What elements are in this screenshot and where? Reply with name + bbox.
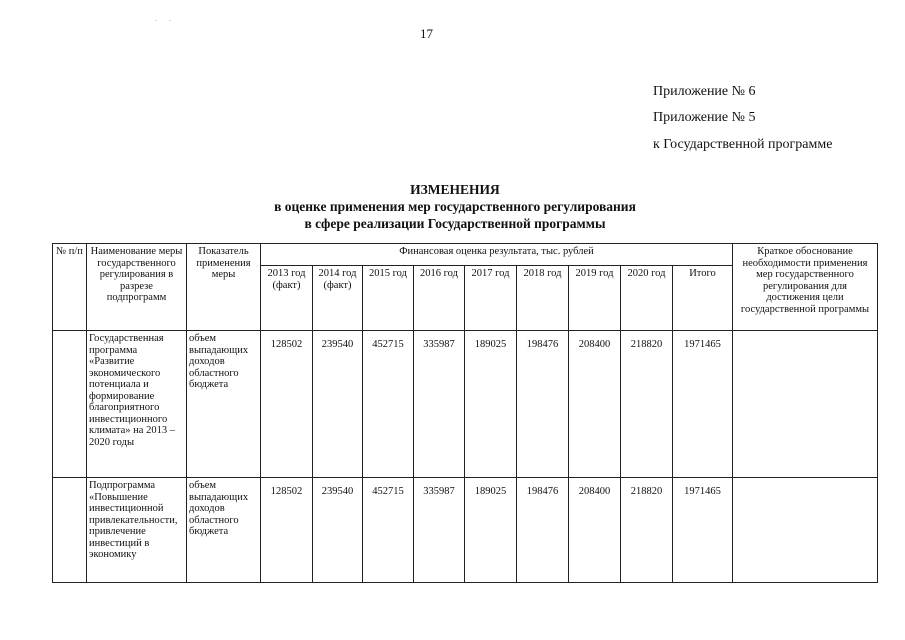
appendix-line-1: Приложение № 6	[653, 84, 756, 99]
row-indicator: объем выпадающих доходов областного бюджета	[187, 331, 261, 478]
regulation-table	[52, 243, 878, 583]
header-year: 2013 год (факт)	[261, 266, 313, 331]
row-num	[53, 331, 87, 478]
row-value: 335987	[414, 331, 465, 478]
header-justification: Краткое обоснование необходимости применения мер государственного регулирования для достижения цели государственной программы	[733, 244, 878, 331]
header-year: 2018 год	[517, 266, 569, 331]
header-year: 2015 год	[363, 266, 414, 331]
row-justification	[733, 478, 878, 583]
scan-artifact: . .	[155, 14, 176, 23]
row-num	[53, 478, 87, 583]
header-year: 2017 год	[465, 266, 517, 331]
row-value: 128502	[261, 331, 313, 478]
row-value: 218820	[621, 478, 673, 583]
row-total: 1971465	[673, 478, 733, 583]
row-value: 452715	[363, 331, 414, 478]
header-year: 2020 год	[621, 266, 673, 331]
page-number: 17	[420, 26, 433, 41]
row-value: 452715	[363, 478, 414, 583]
row-value: 128502	[261, 478, 313, 583]
title-line-1: ИЗМЕНЕНИЯ	[410, 182, 500, 197]
row-indicator: объем выпадающих доходов областного бюджета	[187, 478, 261, 583]
row-value: 189025	[465, 331, 517, 478]
header-year: 2014 год (факт)	[313, 266, 363, 331]
row-justification	[733, 331, 878, 478]
header-year: 2016 год	[414, 266, 465, 331]
header-indicator: Показатель применения меры	[187, 244, 261, 331]
row-value: 239540	[313, 478, 363, 583]
row-name: Подпрограмма «Повышение инвестиционной привлекательности, привлечение инвестиций в экономику	[87, 478, 187, 583]
header-year: 2019 год	[569, 266, 621, 331]
header-num: № п/п	[53, 244, 87, 331]
table-row	[53, 478, 878, 583]
header-total: Итого	[673, 266, 733, 331]
header-row-1	[53, 244, 878, 266]
appendix-line-2: Приложение № 5	[653, 110, 756, 125]
title-line-3: в сфере реализации Государственной программы	[304, 216, 606, 231]
row-value: 335987	[414, 478, 465, 583]
row-total: 1971465	[673, 331, 733, 478]
header-financial: Финансовая оценка результата, тыс. рублей	[261, 244, 733, 266]
row-value: 239540	[313, 331, 363, 478]
table-row	[53, 331, 878, 478]
title-line-2: в оценке применения мер государственного регулирования	[274, 199, 636, 214]
row-value: 218820	[621, 331, 673, 478]
row-value: 208400	[569, 478, 621, 583]
appendix-line-3: к Государственной программе	[653, 137, 833, 152]
row-value: 189025	[465, 478, 517, 583]
row-value: 208400	[569, 331, 621, 478]
document-title	[150, 181, 760, 232]
row-value: 198476	[517, 478, 569, 583]
row-name: Государственная программа «Развитие экономического потенциала и формирование благоприятного инвестиционного климата» на 2013 – 2020 годы	[87, 331, 187, 478]
row-value: 198476	[517, 331, 569, 478]
header-name: Наименование меры государственного регулирования в разрезе подпрограмм	[87, 244, 187, 331]
